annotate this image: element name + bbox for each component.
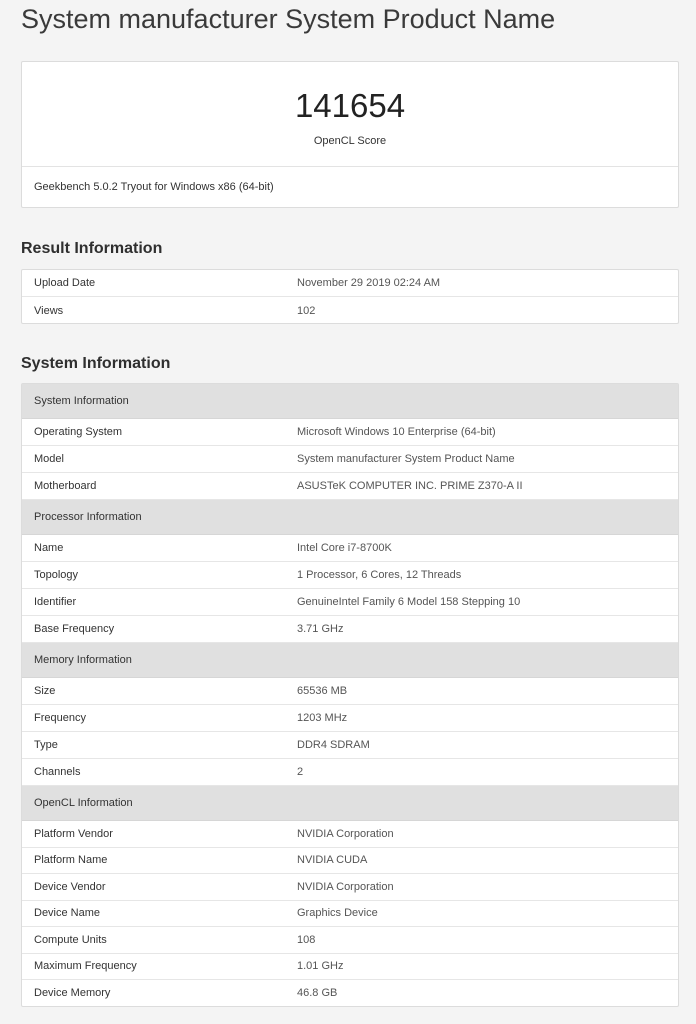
table-row xyxy=(22,419,678,446)
row-key: Device Memory xyxy=(34,987,111,1000)
table-row xyxy=(22,589,678,616)
benchmark-version: Geekbench 5.0.2 Tryout for Windows x86 (64-bit) xyxy=(34,181,274,193)
row-key: Maximum Frequency xyxy=(34,960,137,973)
table-row xyxy=(22,616,678,643)
row-key: Identifier xyxy=(34,596,77,608)
divider xyxy=(22,166,678,167)
table-row xyxy=(22,270,678,297)
table-row xyxy=(22,759,678,786)
system-information-table xyxy=(21,383,679,1007)
table-row xyxy=(22,732,678,759)
row-value: 1203 MHz xyxy=(297,712,348,724)
row-key: Topology xyxy=(34,569,79,581)
row-value: Microsoft Windows 10 Enterprise (64-bit) xyxy=(297,426,496,438)
row-value: 102 xyxy=(297,304,316,317)
row-value: GenuineIntel Family 6 Model 158 Stepping 10 xyxy=(297,596,521,608)
row-key: Platform Vendor xyxy=(34,827,113,840)
row-value: System manufacturer System Product Name xyxy=(297,453,515,465)
table-row xyxy=(22,848,678,875)
table-row xyxy=(22,446,678,473)
table-row xyxy=(22,535,678,562)
row-key: Type xyxy=(34,739,58,751)
row-key: Operating System xyxy=(34,426,123,438)
group-header-system xyxy=(22,384,678,419)
row-key: Compute Units xyxy=(34,933,107,946)
row-value: Intel Core i7-8700K xyxy=(297,542,392,554)
row-key: Motherboard xyxy=(34,480,97,492)
table-row xyxy=(22,562,678,589)
row-value: 46.8 GB xyxy=(297,987,338,1000)
result-information-heading: Result Information xyxy=(21,240,163,257)
table-row xyxy=(22,980,678,1007)
table-row xyxy=(22,901,678,928)
row-key: Base Frequency xyxy=(34,623,115,635)
row-value: NVIDIA Corporation xyxy=(297,827,394,840)
table-row xyxy=(22,927,678,954)
group-title: Memory Information xyxy=(34,654,132,666)
page-title: System manufacturer System Product Name xyxy=(21,4,556,34)
opencl-score-label: OpenCL Score xyxy=(313,135,387,147)
row-value: Graphics Device xyxy=(297,907,378,920)
row-value: NVIDIA Corporation xyxy=(297,880,394,893)
group-header-processor xyxy=(22,500,678,535)
table-row xyxy=(22,821,678,848)
table-row xyxy=(22,473,678,500)
row-key: Upload Date xyxy=(34,277,96,289)
row-value: DDR4 SDRAM xyxy=(297,739,370,751)
row-key: Channels xyxy=(34,766,81,778)
result-information-table xyxy=(21,269,679,324)
table-row xyxy=(22,954,678,981)
row-key: Device Name xyxy=(34,907,101,920)
table-row xyxy=(22,705,678,732)
row-key: Model xyxy=(34,453,64,465)
group-title: System Information xyxy=(34,395,129,407)
opencl-score-value: 141654 xyxy=(294,87,406,124)
row-value: 1 Processor, 6 Cores, 12 Threads xyxy=(297,569,462,581)
row-value: 1.01 GHz xyxy=(297,960,344,973)
row-key: Size xyxy=(34,685,56,697)
group-title: OpenCL Information xyxy=(34,797,133,809)
row-value: November 29 2019 02:24 AM xyxy=(297,277,441,289)
row-value: 108 xyxy=(297,933,316,946)
row-key: Frequency xyxy=(34,712,86,724)
group-header-memory xyxy=(22,643,678,678)
row-key: Name xyxy=(34,542,64,554)
row-key: Device Vendor xyxy=(34,880,106,893)
row-value: NVIDIA CUDA xyxy=(297,854,368,867)
row-value: 65536 MB xyxy=(297,685,348,697)
table-row xyxy=(22,874,678,901)
table-row xyxy=(22,678,678,705)
row-value: 2 xyxy=(297,766,304,778)
row-key: Platform Name xyxy=(34,854,108,867)
row-key: Views xyxy=(34,304,64,317)
group-header-opencl xyxy=(22,786,678,821)
group-title: Processor Information xyxy=(34,511,142,523)
row-value: 3.71 GHz xyxy=(297,623,344,635)
table-row xyxy=(22,297,678,324)
score-card xyxy=(21,61,679,208)
system-information-heading: System Information xyxy=(21,355,171,372)
row-value: ASUSTeK COMPUTER INC. PRIME Z370-A II xyxy=(297,480,523,492)
